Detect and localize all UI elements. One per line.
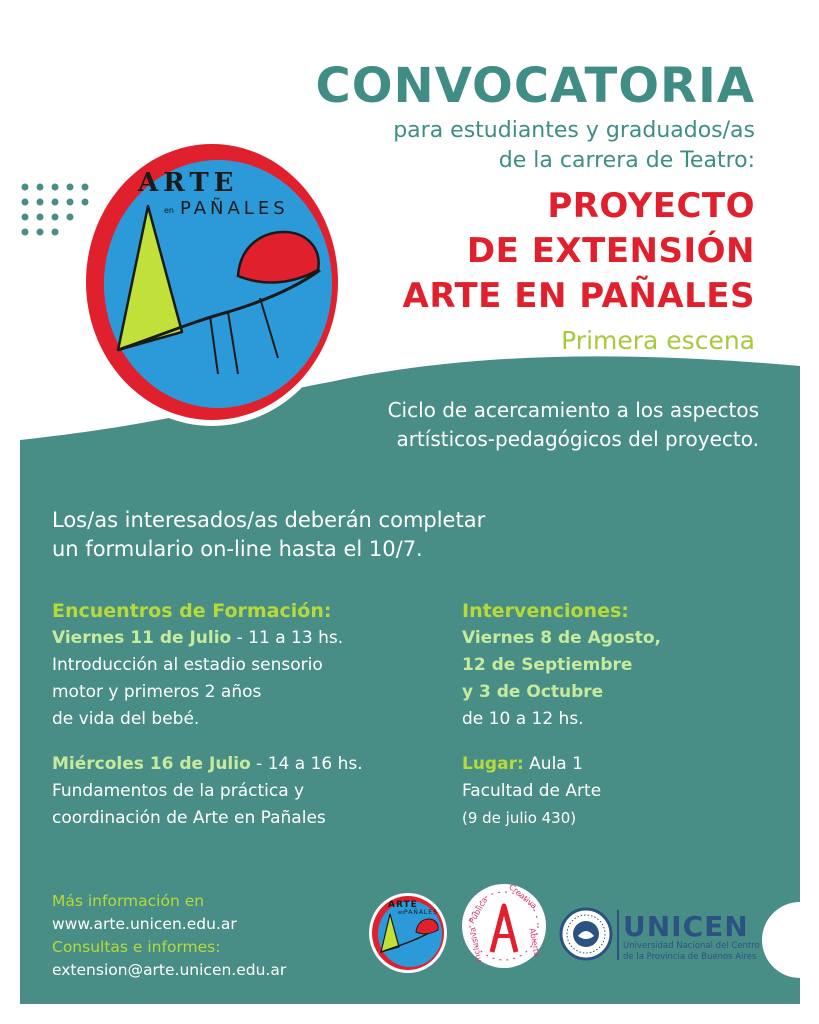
cycle-line-2: artísticos-pedagógicos del proyecto.	[396, 427, 759, 451]
seal-word-creativa: Creativa	[507, 882, 539, 911]
unicen-subtitle	[623, 941, 760, 963]
intervention-date-1: Viernes 8 de Agosto,	[462, 628, 662, 648]
unicen-name: UNICEN	[623, 910, 749, 943]
website-link[interactable]: www.arte.unicen.edu.ar	[52, 915, 237, 933]
intervenciones-section	[462, 598, 661, 832]
tagline: Primera escena	[561, 326, 755, 355]
session-2-time: - 14 a 16 hs.	[250, 754, 363, 774]
intervention-time: de 10 a 12 hs.	[462, 709, 584, 729]
place-address: (9 de julio 430)	[462, 809, 577, 827]
logo-word-panales: PAÑALES	[180, 198, 289, 219]
project-line-2: DE EXTENSIÓN	[466, 231, 755, 271]
arte-en-panales-logo	[78, 136, 346, 428]
session-1-desc-1: Introducción al estadio sensorio	[52, 655, 323, 675]
footer-contact	[52, 890, 286, 982]
place-faculty: Facultad de Arte	[462, 781, 602, 801]
subtitle-line-1: para estudiantes y graduados/as	[393, 118, 755, 143]
place-value: Aula 1	[523, 754, 583, 774]
unicen-subtitle-line-1: Universidad Nacional del Centro	[623, 941, 760, 951]
logo-word-en: en	[164, 206, 174, 215]
more-info-label: Más información en	[52, 892, 205, 910]
intervention-date-2: 12 de Septiembre	[462, 655, 633, 675]
logo-word-arte: ARTE	[138, 168, 239, 198]
facultad-arte-seal	[458, 880, 550, 972]
small-logo-word-en: en	[398, 910, 405, 916]
place-label: Lugar:	[462, 754, 524, 774]
session-1-desc-2: motor y primeros 2 años	[52, 682, 262, 702]
small-logo-word-arte: ARTE	[388, 900, 418, 910]
intervenciones-heading: Intervenciones:	[462, 600, 629, 622]
session-1-time: - 11 a 13 hs.	[231, 628, 344, 648]
intervention-date-3: y 3 de Octubre	[462, 682, 604, 702]
seal-word-abierta: Abierta	[527, 927, 542, 958]
encuentros-heading: Encuentros de Formación:	[52, 600, 332, 622]
email-link[interactable]: extension@arte.unicen.edu.ar	[52, 961, 287, 979]
encuentros-section	[52, 598, 363, 832]
session-1-desc-3: de vida del bebé.	[52, 709, 200, 729]
session-1-date: Viernes 11 de Julio	[52, 628, 232, 648]
subtitle-line-2: de la carrera de Teatro:	[498, 148, 755, 173]
session-2-date: Miércoles 16 de Julio	[52, 754, 251, 774]
page-title: CONVOCATORIA	[315, 58, 755, 114]
project-line-1: PROYECTO	[547, 186, 755, 226]
unicen-divider	[617, 910, 619, 960]
seal-word-inclusiva: Inclusiva	[468, 926, 484, 963]
cycle-line-1: Ciclo de acercamiento a los aspectos	[387, 398, 759, 422]
notice-line-1: Los/as interesados/as deberán completar	[52, 508, 486, 532]
arte-en-panales-small-logo	[368, 892, 448, 974]
notice-line-2: un formulario on-line hasta el 10/7.	[52, 537, 423, 561]
session-2-desc-1: Fundamentos de la práctica y	[52, 781, 305, 801]
unicen-emblem	[558, 906, 614, 962]
project-line-3: ARTE EN PAÑALES	[402, 276, 755, 316]
seal-word-publica: Pública	[467, 895, 490, 926]
unicen-subtitle-line-2: de la Provincia de Buenos Aires	[623, 952, 757, 962]
session-2-desc-2: coordinación de Arte en Pañales	[52, 808, 326, 828]
small-logo-word-panales: PAÑALES	[404, 909, 438, 916]
contact-label: Consultas e informes:	[52, 938, 221, 956]
